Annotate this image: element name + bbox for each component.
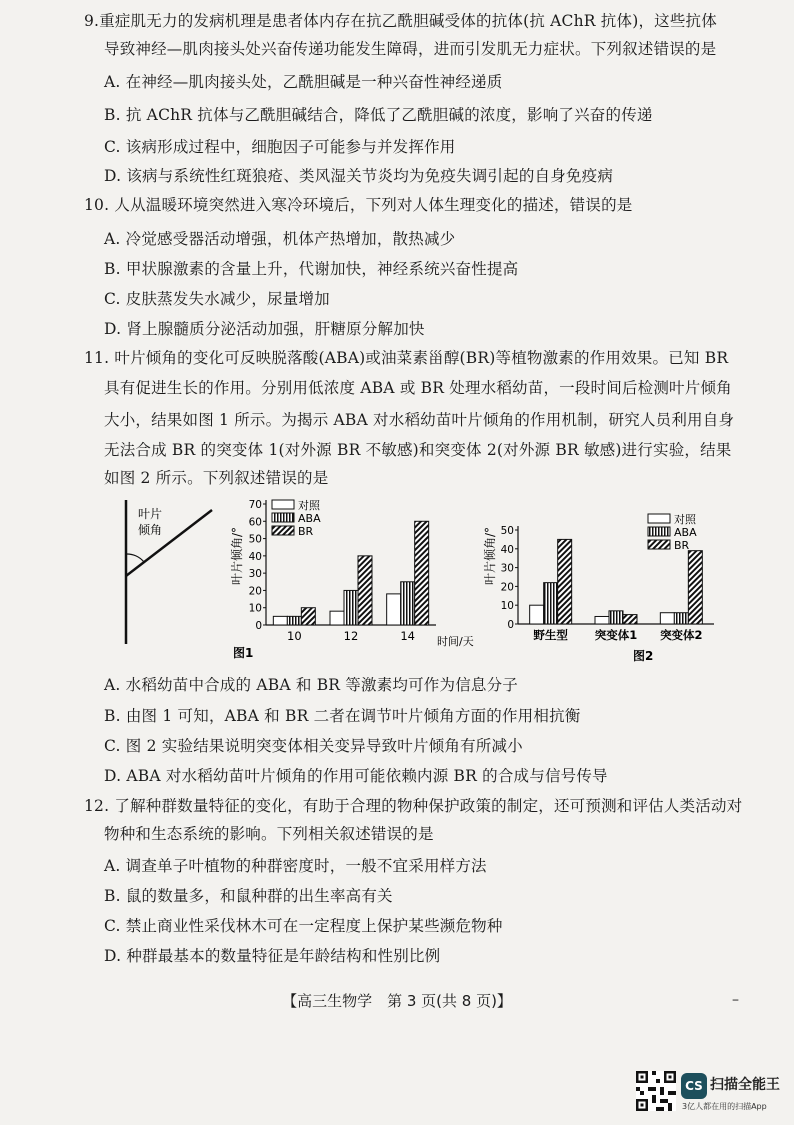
fig2-x-tick-label: 突变体1 [594,628,638,642]
fig2-y-tick-label: 20 [500,581,514,594]
fig2-y-tick-label: 0 [507,619,514,631]
footer-mark: – [732,992,739,1008]
q11-stem-line-3: 大小，结果如图 1 所示。为揭示 ABA 对水稻幼苗叶片倾角的作用机制，研究人员利用自身 [104,411,735,429]
q11-option-b: B. 由图 1 可知，ABA 和 BR 二者在调节叶片倾角方面的作用相抗衡 [104,707,581,725]
q12-option-c: C. 禁止商业性采伐林木可在一定程度上保护某些濒危物种 [104,917,503,935]
fig1-bar-control [330,611,344,625]
fig2-bar-control [595,616,609,624]
fig2-bar-br [558,539,572,624]
q11-option-d: D. ABA 对水稻幼苗叶片倾角的作用可能依赖内源 BR 的合成与信号传导 [104,767,608,785]
fig2-bar-aba [609,611,623,624]
q11-stem-line-4: 无法合成 BR 的突变体 1(对外源 BR 不敏感)和突变体 2(对外源 BR 敏感)进行实验，结果 [104,441,732,459]
fig1-legend-label: 对照 [298,499,320,512]
q11-option-a: A. 水稻幼苗中合成的 ABA 和 BR 等激素均可作为信息分子 [104,676,518,694]
fig2-x-tick-label: 突变体2 [660,628,703,642]
fig2-bar-control [530,605,544,624]
fig1-y-tick-label: 40 [248,550,262,563]
qr-code-icon [636,1071,676,1111]
fig2-bar-aba [674,613,688,624]
fig2-legend-label: BR [674,539,690,552]
fig1-bar-aba [401,582,415,625]
fig1-bar-br [301,608,315,625]
fig1-bar-control [273,616,287,625]
fig1-bar-aba [287,616,301,625]
fig2-bar-aba [544,583,558,624]
fig1-y-tick-label: 70 [248,499,262,511]
fig1-bar-control [387,594,401,625]
fig2-y-tick-label: 10 [500,600,514,613]
fig1-y-tick-label: 50 [248,533,262,546]
q10-stem: 10. 人从温暖环境突然进入寒冷环境后，下列对人体生理变化的描述，错误的是 [84,196,633,214]
q12-option-a: A. 调查单子叶植物的种群密度时，一般不宜采用样方法 [104,857,487,875]
fig2-y-tick-label: 30 [500,562,514,575]
q9-option-d: D. 该病与系统性红斑狼疮、类风湿关节炎均为免疫失调引起的自身免疫病 [104,167,614,185]
fig1-caption: 图1 [233,646,254,660]
q12-stem-line-2: 物种和生态系统的影响。下列相关叙述错误的是 [104,825,434,843]
fig1-x-tick-label: 10 [287,629,302,643]
fig2-x-tick-label: 野生型 [533,628,568,642]
q11-stem-line-5: 如图 2 所示。下列叙述错误的是 [104,469,329,487]
fig2-legend-label: 对照 [674,513,696,526]
q11-option-c: C. 图 2 实验结果说明突变体相关变异导致叶片倾角有所减小 [104,737,523,755]
fig1-y-tick-label: 30 [248,568,262,581]
q12-option-b: B. 鼠的数量多，和鼠种群的出生率高有关 [104,887,393,905]
leaf-angle-diagram [118,496,228,648]
fig1-x-axis-label: 时间/天 [437,635,474,648]
fig2-y-axis-label: 叶片倾角/° [483,526,497,586]
q10-option-c: C. 皮肤蒸发失水减少，尿量增加 [104,290,330,308]
q10-option-a: A. 冷觉感受器活动增强，机体产热增加，散热减少 [104,230,456,248]
q12-option-d: D. 种群最基本的数量特征是年龄结构和性别比例 [104,947,441,965]
fig1-y-tick-label: 10 [248,602,262,615]
q9-option-c: C. 该病形成过程中，细胞因子可能参与并发挥作用 [104,138,456,156]
fig1-y-axis-label: 叶片倾角/° [230,526,244,586]
q11-stem-line-1: 11. 叶片倾角的变化可反映脱落酸(ABA)或油菜素甾醇(BR)等植物激素的作用效果。已知 BR [84,349,729,367]
fig1-bar-aba [344,590,358,625]
q9-option-a: A. 在神经—肌肉接头处，乙酰胆碱是一种兴奋性神经递质 [104,73,503,91]
fig1-legend-label: BR [298,525,314,538]
fig2-bar-br [623,615,637,624]
fig2-caption: 图2 [633,649,654,663]
camscanner-logo-icon: CS [681,1073,707,1099]
figure-2-chart [484,496,716,664]
fig2-y-tick-label: 50 [500,525,514,537]
fig2-bar-control [660,613,674,624]
q12-stem-line-1: 12. 了解种群数量特征的变化，有助于合理的物种保护政策的制定，还可预测和评估人类活动对 [84,797,743,815]
fig1-x-tick-label: 14 [400,629,415,643]
fig1-x-tick-label: 12 [343,629,359,643]
q11-stem-line-2: 具有促进生长的作用。分别用低浓度 ABA 或 BR 处理水稻幼苗，一段时间后检测叶片倾角 [104,379,732,397]
fig1-legend-swatch [272,526,294,535]
figure-1-chart [232,494,504,660]
fig2-legend-swatch [648,514,670,523]
scanner-app-name: 扫描全能王 [710,1077,780,1093]
fig2-legend-label: ABA [674,526,697,539]
q9-stem-line-1: 9.重症肌无力的发病机理是患者体内存在抗乙酰胆碱受体的抗体(抗 AChR 抗体)，这些抗体 [84,12,717,30]
fig1-legend-label: ABA [298,512,321,525]
angle-arc [126,554,144,562]
fig1-legend-swatch [272,500,294,509]
fig1-legend-swatch [272,513,294,522]
q9-option-b: B. 抗 AChR 抗体与乙酰胆碱结合，降低了乙酰胆碱的浓度，影响了兴奋的传递 [104,106,653,124]
fig1-bar-br [415,521,429,625]
fig1-y-tick-label: 20 [248,585,262,598]
fig1-y-tick-label: 0 [255,620,262,632]
q9-stem-line-2: 导致神经—肌肉接头处兴奋传递功能发生障碍，进而引发肌无力症状。下列叙述错误的是 [104,40,717,58]
fig2-legend-swatch [648,527,670,536]
scanner-tagline: 3亿人都在用的扫描App [682,1102,767,1111]
q10-option-b: B. 甲状腺激素的含量上升，代谢加快，神经系统兴奋性提高 [104,260,519,278]
fig2-y-tick-label: 40 [500,543,514,556]
q10-option-d: D. 肾上腺髓质分泌活动加强，肝糖原分解加快 [104,320,425,338]
leaf-angle-label-2: 倾角 [138,523,163,537]
fig2-legend-swatch [648,540,670,549]
fig2-bar-br [688,551,702,624]
leaf-angle-label-1: 叶片 [138,507,163,521]
page-footer: 【高三生物学 第 3 页(共 8 页)】 [282,992,512,1010]
fig1-bar-br [358,556,372,625]
fig1-y-tick-label: 60 [248,516,262,529]
